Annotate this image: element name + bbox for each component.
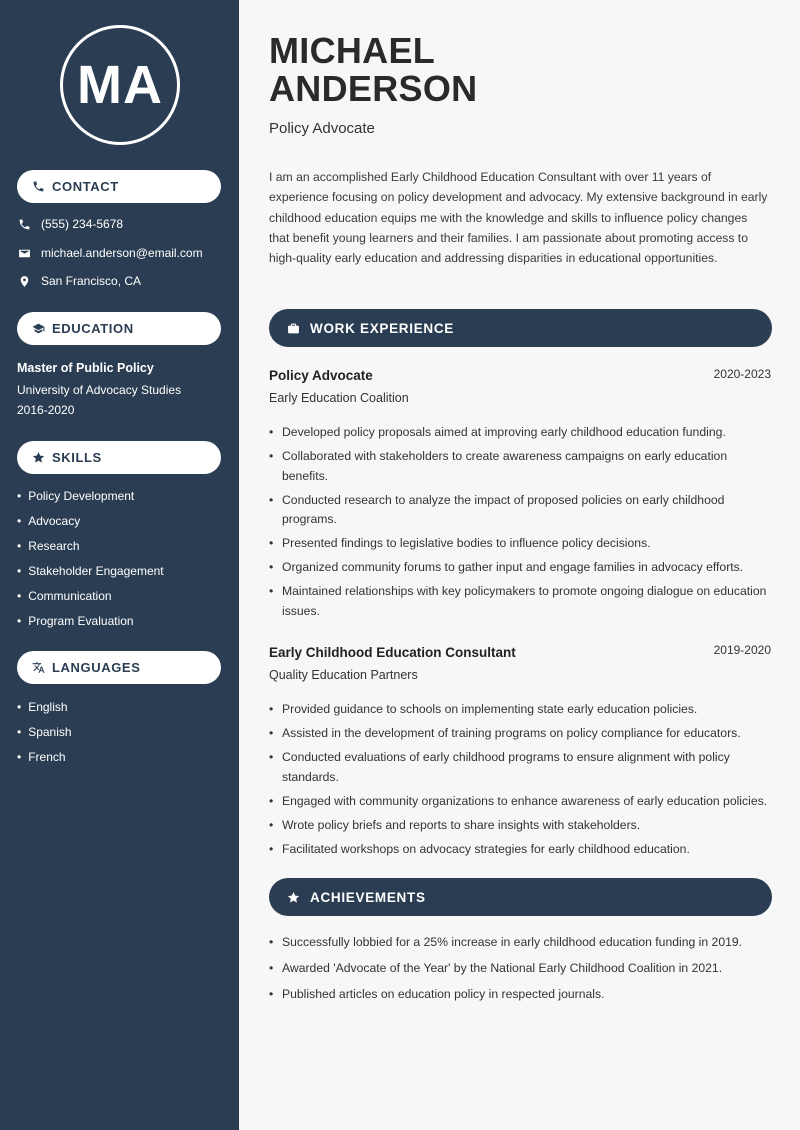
list-item: • Presented findings to legislative bodies to influence policy decisions. bbox=[269, 534, 774, 554]
work-experience-heading-pill bbox=[269, 309, 772, 347]
location-icon bbox=[17, 274, 31, 288]
job-years: 2019-2020 bbox=[713, 643, 771, 657]
contact-email bbox=[17, 246, 203, 260]
email-text: michael.anderson@email.com bbox=[41, 246, 203, 260]
skills-list bbox=[17, 488, 164, 638]
languages-heading: LANGUAGES bbox=[52, 660, 141, 675]
contact-location bbox=[17, 274, 141, 288]
skills-heading-pill bbox=[17, 441, 221, 474]
list-item: • Organized community forums to gather input and engage families in advocacy efforts. bbox=[269, 558, 774, 578]
first-name: MICHAEL bbox=[269, 30, 436, 71]
main-content bbox=[239, 0, 800, 1130]
list-item: • Communication bbox=[17, 588, 164, 613]
list-item: • Conducted research to analyze the impact of proposed policies on early childhood programs. bbox=[269, 491, 774, 530]
contact-heading: CONTACT bbox=[52, 179, 119, 194]
work-experience-heading: WORK EXPERIENCE bbox=[310, 320, 455, 336]
achievements-heading-pill bbox=[269, 878, 772, 916]
list-item: • Assisted in the development of training programs on policy compliance for educators. bbox=[269, 724, 774, 744]
list-item: • Developed policy proposals aimed at improving early childhood education funding. bbox=[269, 423, 774, 443]
job-title: Policy Advocate bbox=[269, 368, 373, 383]
job-bullets bbox=[269, 423, 774, 626]
job-years: 2020-2023 bbox=[713, 367, 771, 381]
languages-list bbox=[17, 699, 72, 774]
list-item: • Stakeholder Engagement bbox=[17, 563, 164, 588]
phone-text: (555) 234-5678 bbox=[41, 217, 124, 231]
skills-heading: SKILLS bbox=[52, 450, 102, 465]
job-title: Early Childhood Education Consultant bbox=[269, 645, 516, 660]
achievements-list bbox=[269, 933, 774, 1011]
last-name: ANDERSON bbox=[269, 68, 478, 109]
list-item: • Facilitated workshops on advocacy strategies for early childhood education. bbox=[269, 840, 774, 860]
list-item: • Engaged with community organizations to enhance awareness of early education policies. bbox=[269, 792, 774, 812]
email-icon bbox=[17, 246, 31, 260]
list-item: • Published articles on education policy in respected journals. bbox=[269, 985, 774, 1004]
monogram-circle: MA bbox=[60, 25, 180, 145]
list-item: • Spanish bbox=[17, 724, 72, 749]
translate-icon bbox=[31, 661, 45, 675]
education-school: University of Advocacy Studies bbox=[17, 383, 182, 397]
languages-heading-pill bbox=[17, 651, 221, 684]
contact-phone bbox=[17, 217, 123, 231]
contact-heading-pill bbox=[17, 170, 221, 203]
education-years: 2016-2020 bbox=[17, 403, 75, 417]
phone-icon bbox=[17, 217, 31, 231]
list-item: • Program Evaluation bbox=[17, 613, 164, 638]
graduation-cap-icon bbox=[31, 322, 45, 336]
list-item: • English bbox=[17, 699, 72, 724]
list-item: • Collaborated with stakeholders to create awareness campaigns on early education benefits. bbox=[269, 447, 774, 486]
list-item: • Conducted evaluations of early childhood programs to ensure alignment with policy standards. bbox=[269, 748, 774, 787]
achievements-heading: ACHIEVEMENTS bbox=[310, 889, 426, 905]
education-degree: Master of Public Policy bbox=[17, 361, 154, 375]
list-item: • Policy Development bbox=[17, 488, 164, 513]
list-item: • French bbox=[17, 749, 72, 774]
phone-icon bbox=[31, 180, 45, 194]
list-item: • Provided guidance to schools on implementing state early education policies. bbox=[269, 700, 774, 720]
job-bullets bbox=[269, 700, 774, 864]
list-item: • Successfully lobbied for a 25% increase in early childhood education funding in 2019. bbox=[269, 933, 774, 952]
profile-summary: I am an accomplished Early Childhood Education Consultant with over 11 years of experience focusing on policy development and advocacy. My extensive background in early childhood education equips me with the knowledge and skills to influence policy changes that benefit young learners and their families. I am passionate about promoting access to high-quality early education and addressing disparities in educational opportunities. bbox=[269, 170, 768, 266]
list-item: • Research bbox=[17, 538, 164, 563]
job-organization: Early Education Coalition bbox=[269, 391, 409, 405]
sidebar bbox=[0, 0, 239, 1130]
briefcase-icon bbox=[286, 321, 300, 335]
list-item: • Maintained relationships with key policymakers to promote ongoing dialogue on education issues. bbox=[269, 582, 774, 621]
star-icon bbox=[31, 451, 45, 465]
education-heading-pill bbox=[17, 312, 221, 345]
full-name bbox=[269, 32, 477, 108]
list-item: • Awarded 'Advocate of the Year' by the National Early Childhood Coalition in 2021. bbox=[269, 959, 774, 978]
location-text: San Francisco, CA bbox=[41, 274, 142, 288]
list-item: • Wrote policy briefs and reports to share insights with stakeholders. bbox=[269, 816, 774, 836]
list-item: • Advocacy bbox=[17, 513, 164, 538]
education-heading: EDUCATION bbox=[52, 321, 134, 336]
star-icon bbox=[286, 890, 300, 904]
job-title-heading: Policy Advocate bbox=[269, 120, 375, 137]
job-organization: Quality Education Partners bbox=[269, 668, 418, 682]
